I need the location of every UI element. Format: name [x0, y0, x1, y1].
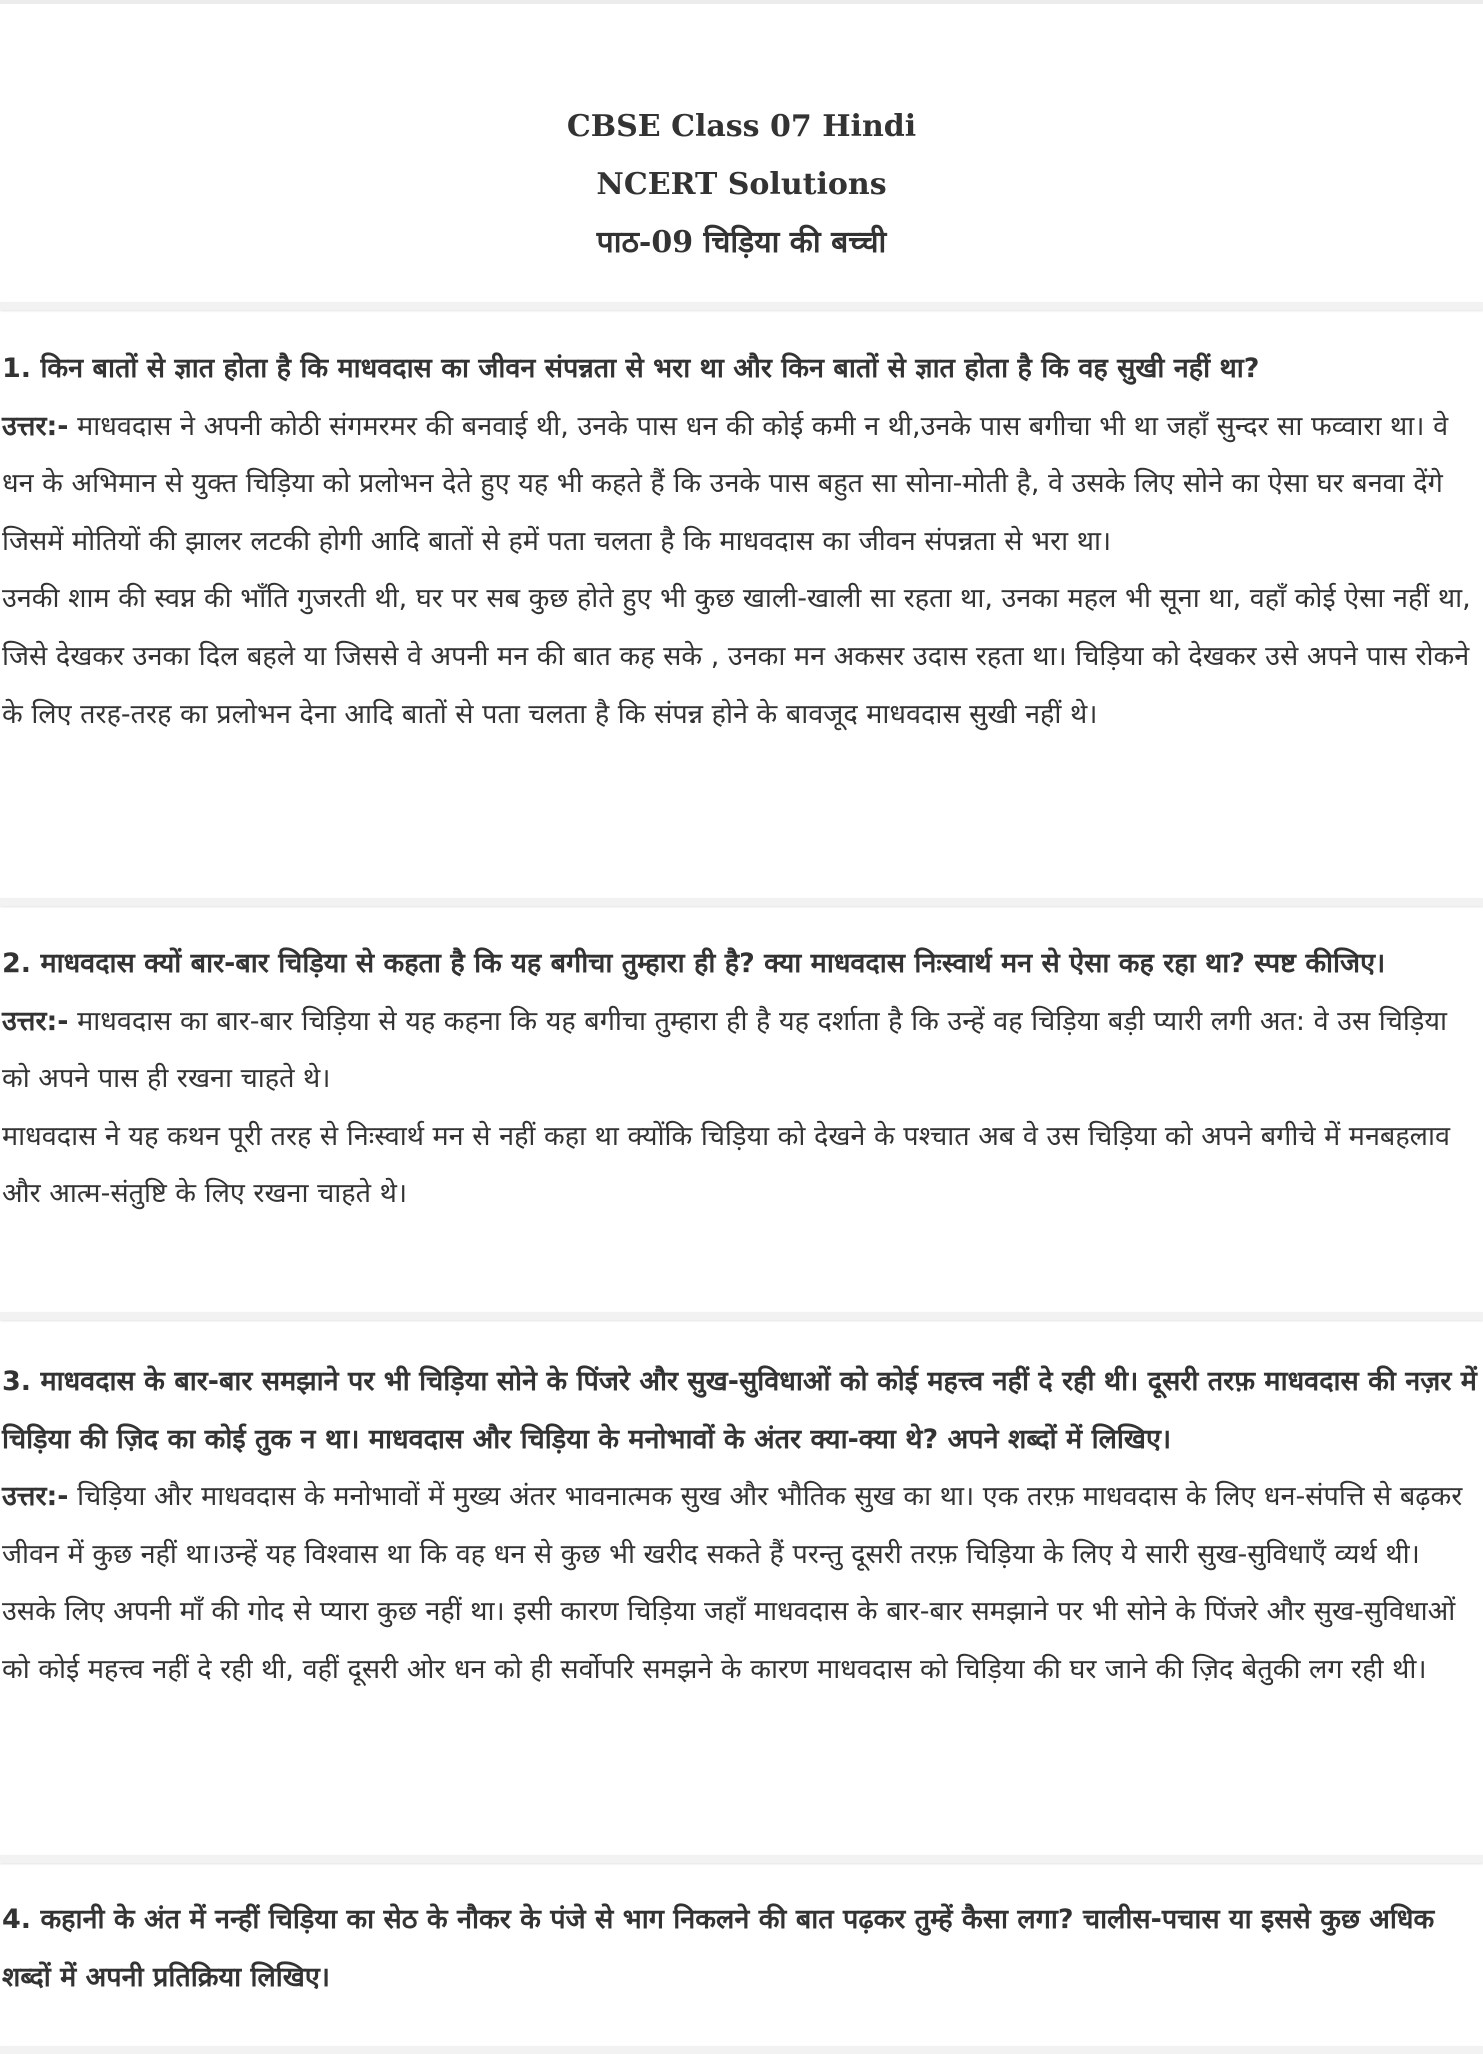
question-text: 3. माधवदास के बार-बार समझाने पर भी चिड़िया सोने के पिंजरे और सुख-सुविधाओं को कोई महत्त्व नहीं दे रही थी। दूसरी तरफ़ माधवदास की नज़र में चिड़िया की ज़िद का कोई तुक न था। माधवदास और चिड़िया के मनोभावों के अंतर क्या-क्या थे? अपने शब्दों में लिखिए।: [2, 1366, 1477, 1455]
answer-paragraph: [2, 993, 1480, 1108]
question-text: 4. कहानी के अंत में नन्हीं चिड़िया का सेठ के नौकर के पंजे से भाग निकलने की बात पढ़कर तुम्हें कैसा लगा? चालीस-पचास या इससे कुछ अधिक शब्दों में अपनी प्रतिक्रिया लिखिए।: [2, 1904, 1435, 1993]
header-subtitle: NCERT Solutions: [596, 167, 887, 202]
question-text: 2. माधवदास क्यों बार-बार चिड़िया से कहता है कि यह बगीचा तुम्हारा ही है? क्या माधवदास निःस्वार्थ मन से ऐसा कह रहा था? स्पष्ट कीजिए।: [2, 948, 1386, 979]
question-section-1: [2, 340, 1480, 743]
section-divider: [0, 1855, 1483, 1863]
question-section-4: [2, 1891, 1480, 2006]
header-title: CBSE Class 07 Hindi: [566, 109, 917, 144]
question-section-3: [2, 1353, 1480, 1699]
question-section-2: [2, 935, 1480, 1223]
document-header: [0, 98, 1483, 272]
section-divider: [0, 898, 1483, 906]
answer-text: माधवदास ने अपनी कोठी संगमरमर की बनवाई थी, उनके पास धन की कोई कमी न थी,उनके पास बगीचा भी था जहाँ सुन्दर सा फव्वारा था। वे धन के अभिमान से युक्त चिड़िया को प्रलोभन देते हुए यह भी कहते हैं कि उनके पास बहुत सा सोना-मोती है, वे उसके लिए सोने का ऐसा घर बनवा देंगे जिसमें मोतियों की झालर लटकी होगी आदि बातों से हमें पता चलता है कि माधवदास का जीवन संपन्नता से भरा था।: [2, 410, 1449, 557]
answer-paragraph: [2, 398, 1480, 571]
header-chapter: पाठ-09 चिड़िया की बच्ची: [596, 225, 887, 260]
answer-label: उत्तर:-: [2, 1005, 69, 1037]
answer-paragraph: [2, 1468, 1480, 1698]
answer-label: उत्तर:-: [2, 1481, 69, 1513]
answer-text: चिड़िया और माधवदास के मनोभावों में मुख्य अंतर भावनात्मक सुख और भौतिक सुख का था। एक तरफ़ माधवदास के लिए धन-संपत्ति से बढ़कर जीवन में कुछ नहीं था।उन्हें यह विश्वास था कि वह धन से कुछ भी खरीद सकते हैं परन्तु दूसरी तरफ़ चिड़िया के लिए ये सारी सुख-सुविधाएँ व्यर्थ थी। उसके लिए अपनी माँ की गोद से प्यारा कुछ नहीं था। इसी कारण चिड़िया जहाँ माधवदास के बार-बार समझाने पर भी सोने के पिंजरे और सुख-सुविधाओं को कोई महत्त्व नहीं दे रही थी, वहीं दूसरी ओर धन को ही सर्वोपरि समझने के कारण माधवदास को चिड़िया की घर जाने की ज़िद बेतुकी लग रही थी।: [2, 1481, 1463, 1685]
answer-label: उत्तर:-: [2, 410, 69, 442]
section-divider: [0, 2046, 1483, 2054]
answer-paragraph: माधवदास ने यह कथन पूरी तरह से निःस्वार्थ मन से नहीं कहा था क्योंकि चिड़िया को देखने के पश्चात अब वे उस चिड़िया को अपने बगीचे में मनबहलाव और आत्म-संतुष्टि के लिए रखना चाहते थे।: [2, 1120, 1450, 1210]
answer-text: माधवदास का बार-बार चिड़िया से यह कहना कि यह बगीचा तुम्हारा ही है यह दर्शाता है कि उन्हें वह चिड़िया बड़ी प्यारी लगी अत: वे उस चिड़िया को अपने पास ही रखना चाहते थे।: [2, 1005, 1448, 1095]
top-border: [0, 0, 1483, 4]
section-divider: [0, 1312, 1483, 1320]
answer-paragraph: उनकी शाम की स्वप्न की भाँति गुजरती थी, घर पर सब कुछ होते हुए भी कुछ खाली-खाली सा रहता था, उनका महल भी सूना था, वहाँ कोई ऐसा नहीं था, जिसे देखकर उनका दिल बहले या जिससे वे अपनी मन की बात कह सके , उनका मन अकसर उदास रहता था। चिड़िया को देखकर उसे अपने पास रोकने के लिए तरह-तरह का प्रलोभन देना आदि बातों से पता चलता है कि संपन्न होने के बावजूद माधवदास सुखी नहीं थे।: [2, 583, 1471, 730]
question-text: 1. किन बातों से ज्ञात होता है कि माधवदास का जीवन संपन्नता से भरा था और किन बातों से ज्ञात होता है कि वह सुखी नहीं था?: [2, 353, 1260, 384]
section-divider: [0, 302, 1483, 310]
